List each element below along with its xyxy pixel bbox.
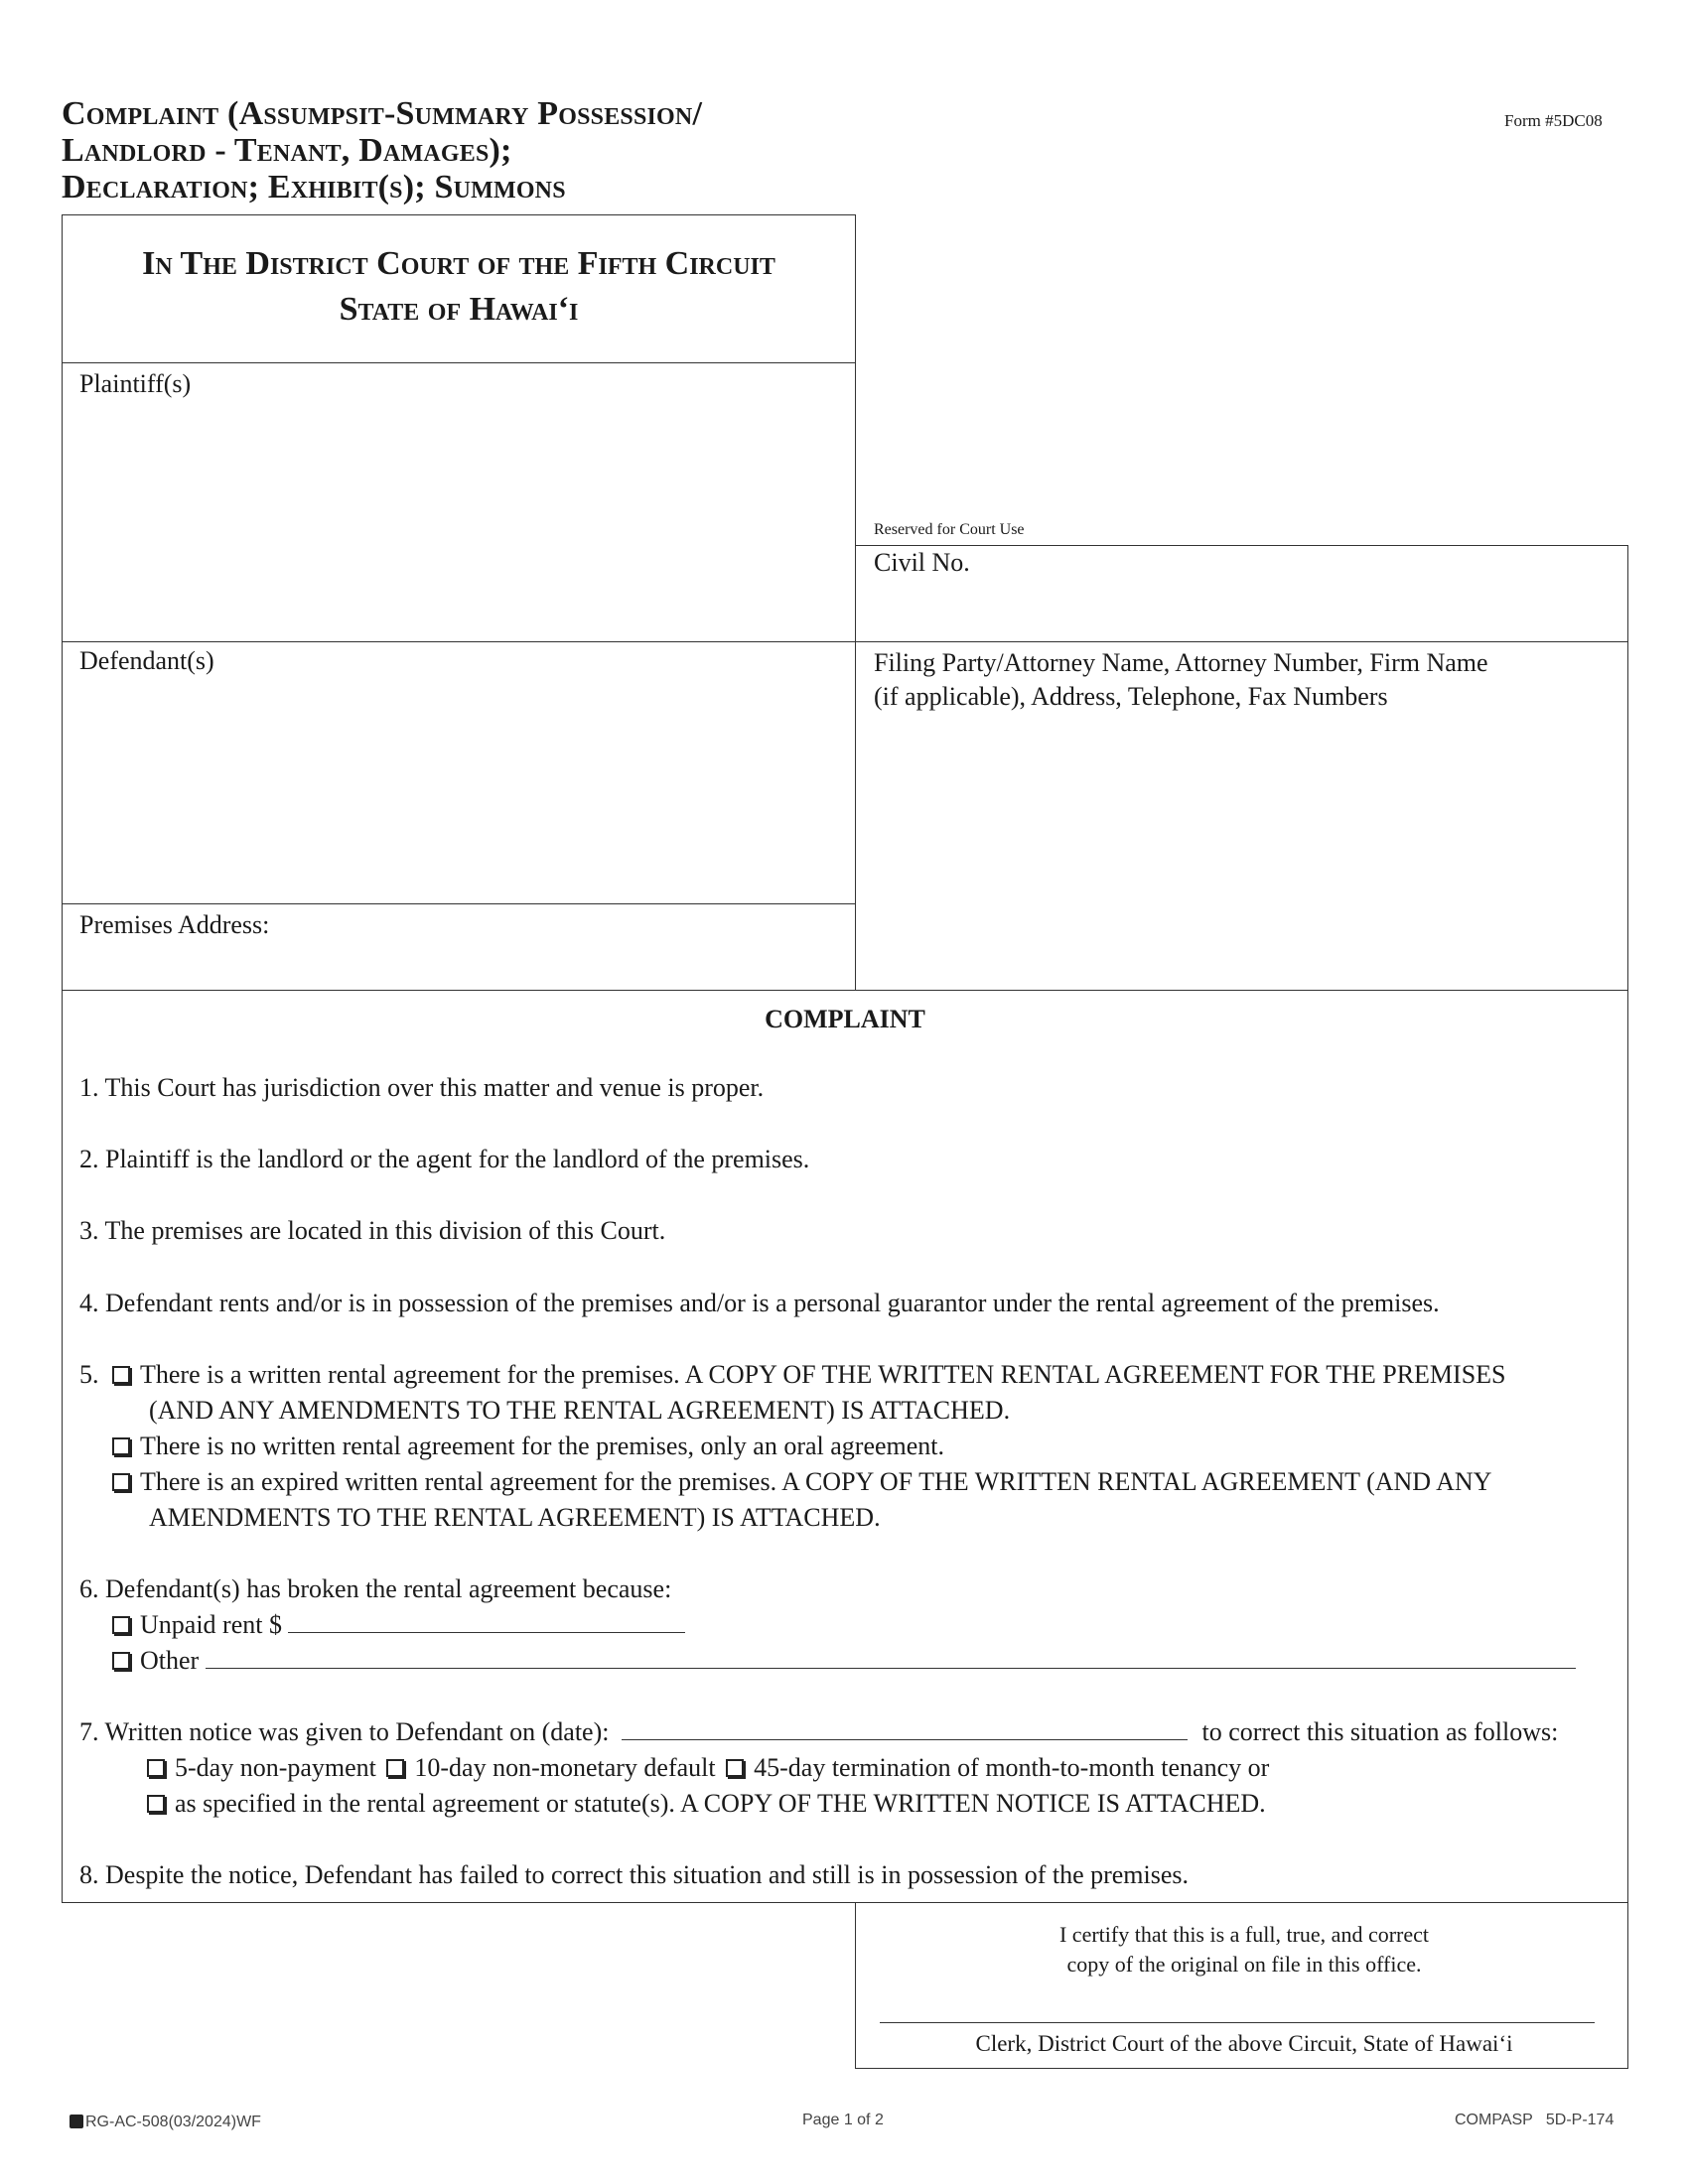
filing-party-label <box>874 646 1488 714</box>
form-title-line2: Landlord - Tenant, Damages); <box>62 132 512 169</box>
complaint-item-7 <box>79 1714 1558 1750</box>
right-border <box>1627 545 1628 2068</box>
item7-notice-options <box>147 1750 1269 1786</box>
item7-10day-checkbox[interactable] <box>386 1759 404 1777</box>
item7-5day-label: 5-day non-payment <box>175 1753 376 1782</box>
item7-specified-option <box>147 1786 1266 1822</box>
item5-written-text-2: (AND ANY AMENDMENTS TO THE RENTAL AGREEMENT) IS ATTACHED. <box>149 1396 1011 1425</box>
civil-no-field[interactable] <box>993 548 1618 637</box>
item7-specified-checkbox[interactable] <box>147 1795 165 1813</box>
certification-line2: copy of the original on file in this office. <box>1066 1952 1422 1977</box>
divider-defendant <box>62 641 1628 642</box>
complaint-bottom-line <box>62 1902 1628 1903</box>
certification-text <box>860 1920 1628 1979</box>
reserved-court-use-label: Reserved for Court Use <box>874 521 1025 538</box>
court-state: State of Hawai‘i <box>339 291 579 328</box>
item7-text-end: to correct this situation as follows: <box>1201 1717 1559 1746</box>
footer-form-code-text: RG-AC-508(03/2024)WF <box>85 2114 261 2130</box>
complaint-item-8: 8. Despite the notice, Defendant has failed to correct this situation and still is in possession of the premises. <box>79 1860 1190 1889</box>
cert-bottom-line <box>855 2068 1628 2069</box>
form-title-line3: Declaration; Exhibit(s); Summons <box>62 169 566 205</box>
filing-party-line2: (if applicable), Address, Telephone, Fax Numbers <box>874 682 1388 711</box>
form-number: Form #5DC08 <box>1504 111 1603 130</box>
complaint-item-6: 6. Defendant(s) has broken the rental agreement because: <box>79 1574 672 1603</box>
footer-form-code <box>70 2114 261 2131</box>
complaint-heading: COMPLAINT <box>765 1005 925 1033</box>
item6-other-label: Other <box>140 1646 200 1675</box>
item5-option-oral <box>112 1429 944 1464</box>
notice-date-field[interactable] <box>622 1714 1188 1740</box>
civil-no-top-line <box>855 545 1628 546</box>
defendant-label: Defendant(s) <box>79 646 214 675</box>
accessibility-icon <box>70 2115 83 2128</box>
divider-complaint <box>62 990 1628 991</box>
certification-line1: I certify that this is a full, true, and correct <box>1058 1922 1430 1947</box>
left-border <box>62 363 63 991</box>
complaint-item-2: 2. Plaintiff is the landlord or the agent for the landlord of the premises. <box>79 1145 810 1173</box>
complaint-item-4: 4. Defendant rents and/or is in possession of the premises and/or is a personal guarantor under the rental agreement of the premises. <box>79 1289 1440 1317</box>
filing-party-line1: Filing Party/Attorney Name, Attorney Number, Firm Name <box>874 648 1488 677</box>
complaint-item-5-number: 5. <box>79 1360 99 1389</box>
civil-no-label: Civil No. <box>874 548 970 577</box>
other-reason-field[interactable] <box>206 1643 1576 1669</box>
item5-expired-text-2: AMENDMENTS TO THE RENTAL AGREEMENT) IS ATTACHED. <box>149 1503 881 1532</box>
complaint-item-3: 3. The premises are located in this division of this Court. <box>79 1216 666 1245</box>
premises-address-label: Premises Address: <box>79 910 270 939</box>
court-caption <box>62 214 856 363</box>
item5-written-text-1: There is a written rental agreement for the premises. A COPY OF THE WRITTEN RENTAL AGREEMENT FOR THE PREMISES <box>140 1360 1506 1389</box>
clerk-signature-line[interactable] <box>880 2022 1595 2023</box>
item7-text-start: 7. Written notice was given to Defendant on (date): <box>79 1717 610 1746</box>
plaintiff-label: Plaintiff(s) <box>79 369 192 398</box>
item7-5day-checkbox[interactable] <box>147 1759 165 1777</box>
item6-option-other <box>112 1643 1576 1679</box>
premises-address-field[interactable] <box>338 905 852 987</box>
form-title-line1: Complaint (Assumpsit-Summary Possession/ <box>62 95 703 132</box>
plaintiff-field[interactable] <box>64 407 854 639</box>
item5-expired-text-1: There is an expired written rental agreement for the premises. A COPY OF THE WRITTEN RENTAL AGREEMENT (AND ANY <box>140 1467 1492 1496</box>
item5-option-written <box>112 1357 1506 1393</box>
complaint-item-1: 1. This Court has jurisdiction over this matter and venue is proper. <box>79 1073 765 1102</box>
clerk-label: Clerk, District Court of the above Circuit, State of Hawai‘i <box>975 2031 1513 2056</box>
court-name: In The District Court of the Fifth Circuit <box>142 245 775 282</box>
item6-unpaid-rent-label: Unpaid rent $ <box>140 1610 282 1639</box>
filing-party-field[interactable] <box>860 720 1624 988</box>
middle-divider <box>855 363 856 991</box>
defendant-field[interactable] <box>64 685 854 901</box>
divider-premises <box>62 903 856 904</box>
item5-option-expired <box>112 1464 1491 1500</box>
complaint-left-border <box>62 990 63 1903</box>
cert-left-border <box>855 1902 856 2069</box>
item5-oral-checkbox[interactable] <box>112 1437 130 1455</box>
unpaid-rent-amount-field[interactable] <box>288 1607 685 1633</box>
form-title <box>62 95 702 205</box>
item5-expired-checkbox[interactable] <box>112 1473 130 1491</box>
item7-specified-label: as specified in the rental agreement or statute(s). A COPY OF THE WRITTEN NOTICE IS ATTACHED. <box>175 1789 1266 1818</box>
item7-10day-label: 10-day non-monetary default <box>414 1753 716 1782</box>
item6-option-unpaid-rent <box>112 1607 685 1643</box>
item5-oral-text: There is no written rental agreement for the premises, only an oral agreement. <box>140 1432 945 1460</box>
item5-written-checkbox[interactable] <box>112 1366 130 1384</box>
item7-45day-label: 45-day termination of month-to-month tenancy or <box>754 1753 1270 1782</box>
item6-unpaid-rent-checkbox[interactable] <box>112 1616 130 1634</box>
footer-page-number: Page 1 of 2 <box>802 2112 884 2128</box>
footer-right-code: COMPASP 5D-P-174 <box>1455 2112 1615 2128</box>
item6-other-checkbox[interactable] <box>112 1652 130 1670</box>
item7-45day-checkbox[interactable] <box>726 1759 744 1777</box>
